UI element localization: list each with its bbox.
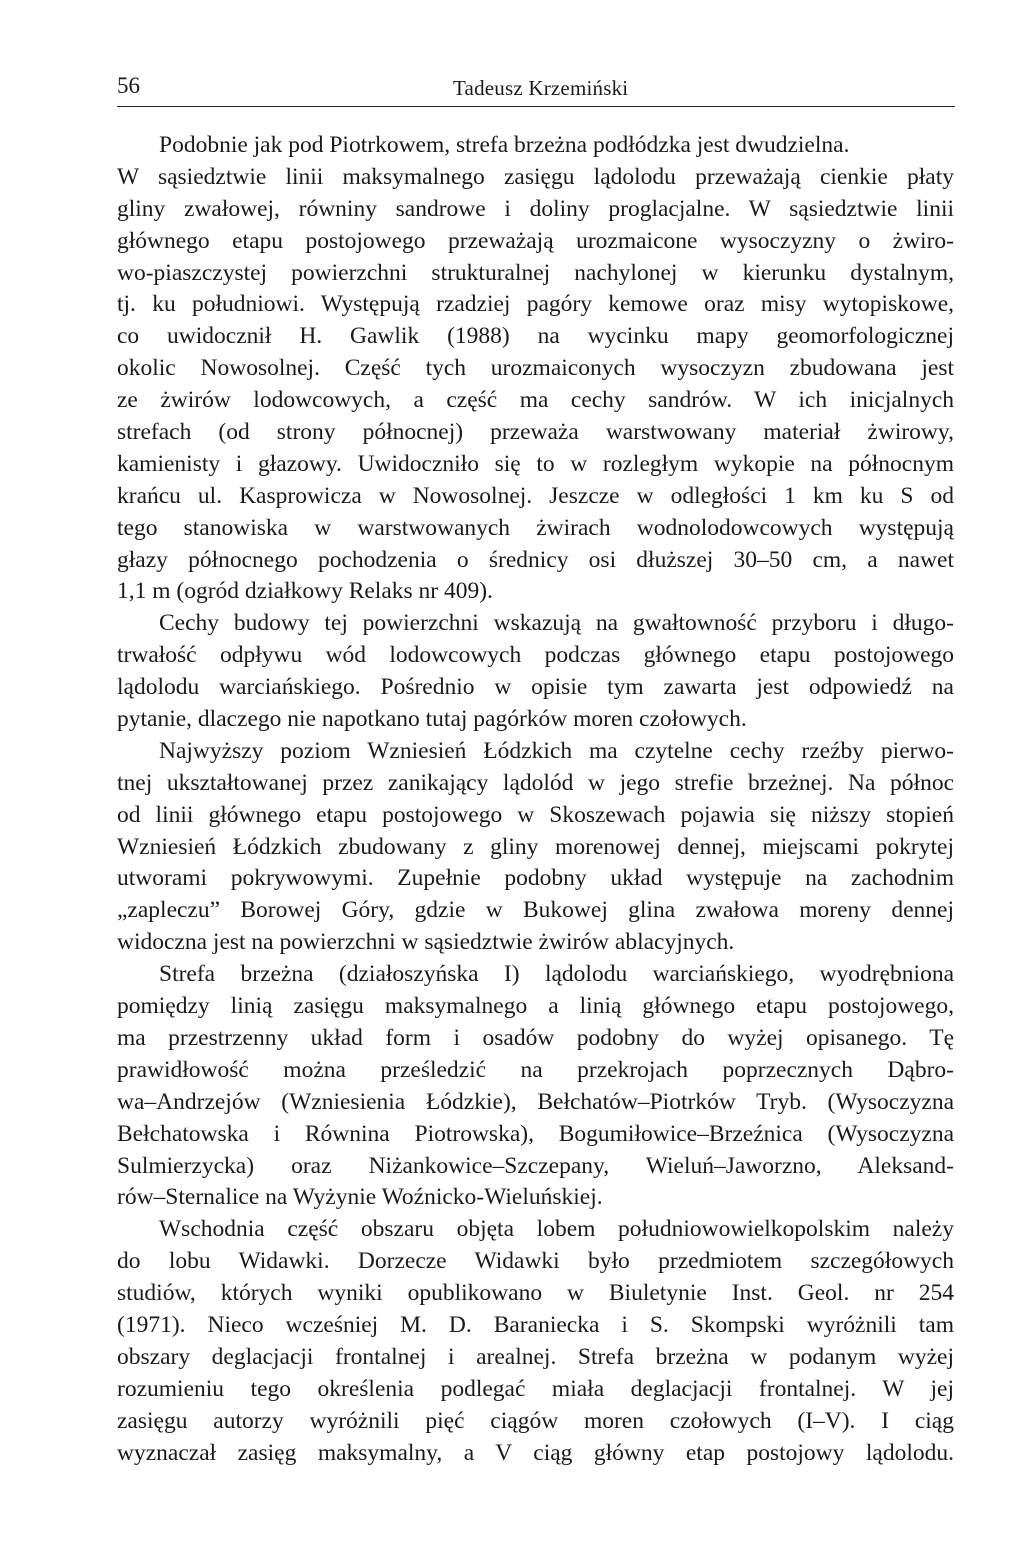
text-line: gliny zwałowej, równiny sandrowe i doliny proglacjalne. W sąsiedztwie linii — [117, 195, 954, 222]
header-rule — [117, 106, 955, 107]
text-line: okolic Nowosolnej. Część tych urozmaiconych wysoczyzn zbudowana jest — [117, 355, 954, 382]
text-line: tego stanowiska w warstwowanych żwirach wodnolodowcowych występują — [117, 514, 954, 541]
text-line: rozumieniu tego określenia podlegać miała deglacjacji frontalnej. W jej — [117, 1375, 954, 1402]
text-line: co uwidocznił H. Gawlik (1988) na wycinku mapy geomorfologicznej — [117, 323, 954, 350]
text-line: kamienisty i głazowy. Uwidoczniło się to w rozległym wykopie na północnym — [117, 450, 954, 477]
text-line: tj. ku południowi. Występują rzadziej pagóry kemowe oraz misy wytopiskowe, — [117, 291, 954, 318]
text-line: W sąsiedztwie linii maksymalnego zasięgu lądolodu przeważają cienkie płaty — [117, 163, 954, 190]
text-line: głównego etapu postojowego przeważają urozmaicone wysoczyzny o żwiro- — [117, 227, 954, 254]
text-line: krańcu ul. Kasprowicza w Nowosolnej. Jeszcze w odległości 1 km ku S od — [117, 482, 954, 509]
text-line: (1971). Nieco wcześniej M. D. Baraniecka i S. Skompski wyróżnili tam — [117, 1311, 954, 1338]
page-number: 56 — [117, 73, 140, 98]
page-header — [117, 72, 955, 112]
text-line: lądolodu warciańskiego. Pośrednio w opisie tym zawarta jest odpowiedź na — [117, 674, 954, 701]
text-line: do lobu Widawki. Dorzecze Widawki było przedmiotem szczegółowych — [117, 1248, 954, 1275]
text-line: Sulmierzycka) oraz Niżankowice–Szczepany, Wieluń–Jaworzno, Aleksand- — [117, 1152, 954, 1179]
text-line: prawidłowość można prześledzić na przekrojach poprzecznych Dąbro- — [117, 1056, 954, 1083]
text-line: wa–Andrzejów (Wzniesienia Łódzkie), Bełchatów–Piotrków Tryb. (Wysoczyzna — [117, 1088, 954, 1115]
text-line: głazy północnego pochodzenia o średnicy osi dłuższej 30–50 cm, a nawet — [117, 546, 954, 573]
text-line: tnej ukształtowanej przez zanikający lądolód w jego strefie brzeżnej. Na północ — [117, 769, 954, 796]
text-line: pomiędzy linią zasięgu maksymalnego a linią głównego etapu postojowego, — [117, 993, 954, 1020]
text-line: obszary deglacjacji frontalnej i arealnej. Strefa brzeżna w podanym wyżej — [117, 1343, 954, 1370]
text-line: rów–Sternalice na Wyżynie Woźnicko-Wieluńskiej. — [117, 1184, 603, 1211]
text-line: ze żwirów lodowcowych, a część ma cechy sandrów. W ich inicjalnych — [117, 387, 954, 414]
text-line: Strefa brzeżna (działoszyńska I) lądolodu warciańskiego, wyodrębniona — [159, 961, 954, 988]
text-line: wo-piaszczystej powierzchni strukturalnej nachylonej w kierunku dystalnym, — [117, 259, 954, 286]
text-line: widoczna jest na powierzchni w sąsiedztwie żwirów ablacyjnych. — [117, 929, 735, 956]
text-line: studiów, których wyniki opublikowano w Biuletynie Inst. Geol. nr 254 — [117, 1280, 954, 1307]
text-line: od linii głównego etapu postojowego w Skoszewach pojawia się niższy stopień — [117, 801, 954, 828]
text-line: pytanie, dlaczego nie napotkano tutaj pagórków moren czołowych. — [117, 706, 747, 733]
text-line: wyznaczał zasięg maksymalny, a V ciąg główny etap postojowy lądolodu. — [117, 1439, 954, 1466]
text-line: strefach (od strony północnej) przeważa warstwowany materiał żwirowy, — [117, 419, 954, 446]
text-line: 1,1 m (ogród działkowy Relaks nr 409). — [117, 578, 493, 605]
text-line: utworami pokrywowymi. Zupełnie podobny układ występuje na zachodnim — [117, 865, 954, 892]
running-head-author: Tadeusz Krzemiński — [453, 76, 629, 100]
text-line: Podobnie jak pod Piotrkowem, strefa brzeżna podłódzka jest dwudzielna. — [159, 132, 850, 158]
text-line: „zapleczu” Borowej Góry, gdzie w Bukowej glina zwałowa moreny dennej — [117, 897, 954, 924]
body-text — [117, 130, 954, 1469]
text-line: Bełchatowska i Równina Piotrowska), Bogumiłowice–Brzeźnica (Wysoczyzna — [117, 1120, 954, 1147]
text-line: Wzniesień Łódzkich zbudowany z gliny morenowej dennej, miejscami pokrytej — [117, 833, 954, 860]
text-line: ma przestrzenny układ form i osadów podobny do wyżej opisanego. Tę — [117, 1024, 954, 1051]
text-line: zasięgu autorzy wyróżnili pięć ciągów moren czołowych (I–V). I ciąg — [117, 1407, 954, 1434]
text-line: Cechy budowy tej powierzchni wskazują na gwałtowność przyboru i długo- — [159, 610, 954, 637]
text-line: Najwyższy poziom Wzniesień Łódzkich ma czytelne cechy rzeźby pierwo- — [159, 737, 954, 764]
text-line: trwałość odpływu wód lodowcowych podczas głównego etapu postojowego — [117, 642, 954, 669]
text-line: Wschodnia część obszaru objęta lobem południowowielkopolskim należy — [159, 1216, 954, 1243]
